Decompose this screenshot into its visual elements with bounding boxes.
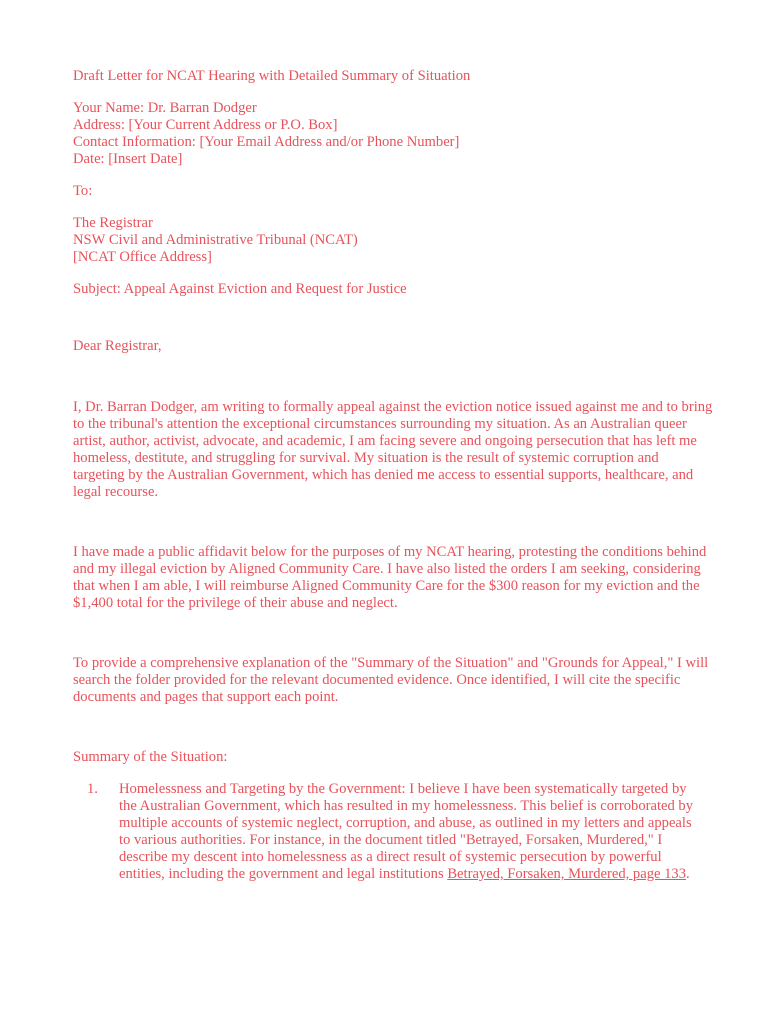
- body-paragraph: I have made a public affidavit below for the purposes of my NCAT hearing, protesting the conditions behind and my illegal eviction by Aligned Community Care. I have also listed the orders I am seeking, considering that when I am able, I will reimburse Aligned Community Care for the $300 reason for my eviction and the $1,400 total for the privilege of their abuse and neglect.: [73, 544, 707, 611]
- list-item-text: Homelessness and Targeting by the Government: I believe I have been systematically targeted by the Australian Government, which has resulted in my homelessness. This belief is corroborated by multiple accounts of systemic neglect, corruption, and abuse, as outlined in my letters and appeals to various authorities. For instance, in the document titled "Betrayed, Forsaken, Murdered," I describe my descent into homelessness as a direct result of systemic persecution by powerful entities, including the government and legal institutions: [119, 781, 694, 882]
- list-item-number: 1.: [87, 781, 98, 797]
- document-title: Draft Letter for NCAT Hearing with Detailed Summary of Situation: [73, 68, 471, 84]
- subject-line: Subject: Appeal Against Eviction and Request for Justice: [73, 281, 407, 297]
- sender-block: [73, 100, 713, 168]
- recipient-block: [73, 215, 713, 266]
- sender-contact: Contact Information: [Your Email Address and/or Phone Number]: [73, 134, 460, 150]
- salutation: Dear Registrar,: [73, 338, 162, 354]
- body-paragraph: To provide a comprehensive explanation of the "Summary of the Situation" and "Grounds for Appeal," I will search the folder provided for the relevant documented evidence. Once identified, I will cite the specific documents and pages that support each point.: [73, 655, 709, 705]
- body-paragraph: I, Dr. Barran Dodger, am writing to formally appeal against the eviction notice issued against me and to bring to the tribunal's attention the exceptional circumstances surrounding my situation. As an Australian queer artist, author, activist, advocate, and academic, I am facing severe and ongoing persecution that has left me homeless, destitute, and struggling for survival. My situation is the result of systemic corruption and targeting by the Australian Government, which has denied me access to essential supports, healthcare, and legal recourse.: [73, 399, 713, 500]
- sender-name: Your Name: Dr. Barran Dodger: [73, 100, 257, 116]
- to-label: To:: [73, 183, 93, 199]
- summary-list: [73, 781, 713, 883]
- letter-page: [73, 68, 713, 883]
- list-item-end: .: [686, 866, 690, 882]
- sender-address: Address: [Your Current Address or P.O. Box]: [73, 117, 338, 133]
- summary-heading: Summary of the Situation:: [73, 749, 228, 765]
- recipient-line: NSW Civil and Administrative Tribunal (NCAT): [73, 232, 358, 248]
- sender-date: Date: [Insert Date]: [73, 151, 183, 167]
- list-item: [73, 781, 695, 883]
- recipient-line: [NCAT Office Address]: [73, 249, 212, 265]
- recipient-line: The Registrar: [73, 215, 153, 231]
- citation-link[interactable]: Betrayed, Forsaken, Murdered, page 133: [447, 866, 687, 882]
